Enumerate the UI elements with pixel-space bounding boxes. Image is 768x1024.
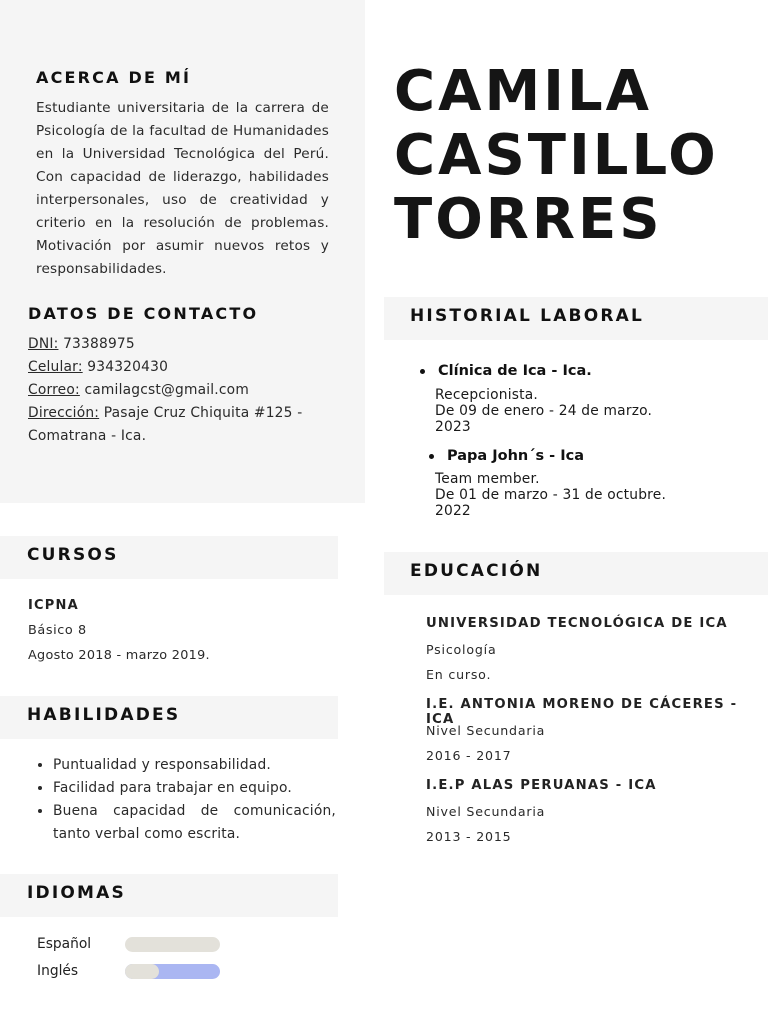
- language-bar-spanish: [125, 937, 220, 952]
- contact-address-line-2: Comatrana - Ica.: [28, 428, 147, 444]
- education-school: I.E.P ALAS PERUANAS - ICA: [426, 778, 657, 793]
- job-year: 2023: [435, 419, 471, 435]
- job-role: Recepcionista.: [435, 387, 538, 403]
- course-level: Básico 8: [28, 623, 87, 638]
- education-school: UNIVERSIDAD TECNOLÓGICA DE ICA: [426, 616, 728, 631]
- phone-label: Celular:: [28, 359, 83, 375]
- dni-value: 73388975: [63, 336, 135, 352]
- name-line-1: CAMILA: [394, 59, 653, 124]
- address-label: Dirección:: [28, 405, 100, 421]
- contact-phone: [28, 356, 168, 379]
- about-heading: ACERCA DE MÍ: [36, 68, 192, 87]
- job-title: Papa John´s - Ica: [447, 448, 585, 464]
- course-title: ICPNA: [28, 598, 79, 613]
- skills-list: [28, 754, 336, 846]
- contact-heading: DATOS DE CONTACTO: [28, 304, 259, 323]
- education-level: Psicología: [426, 642, 497, 657]
- languages-heading: IDIOMAS: [27, 883, 126, 903]
- about-text: Estudiante universitaria de la carrera de Psicología de la facultad de Humanidades en la Universidad Tecnológica del Perú. Con capacidad de liderazgo, habilidades interpersonales, uso de creatividad y criterio en la resolución de problemas. Motivación por asumir nuevos retos y responsabilidades.: [36, 100, 329, 277]
- education-dates: En curso.: [426, 667, 492, 682]
- email-value[interactable]: camilagcst@gmail.com: [84, 382, 249, 398]
- phone-value: 934320430: [87, 359, 169, 375]
- bullet-icon: [420, 369, 425, 374]
- skills-heading: HABILIDADES: [27, 705, 181, 725]
- language-label-spanish: Español: [37, 936, 92, 952]
- language-bar-english-level: [125, 964, 159, 979]
- dni-label: DNI:: [28, 336, 59, 352]
- education-school: I.E. ANTONIA MORENO DE CÁCERES - ICA: [426, 697, 738, 727]
- job-dates: De 01 de marzo - 31 de octubre.: [435, 487, 667, 503]
- education-level: Nivel Secundaria: [426, 804, 546, 819]
- education-dates: 2016 - 2017: [426, 748, 512, 763]
- address-value-line-1: Pasaje Cruz Chiquita #125 -: [103, 405, 303, 421]
- courses-heading: CURSOS: [27, 545, 119, 565]
- contact-email: [28, 379, 249, 402]
- list-item: • Puntualidad y responsabilidad.: [53, 754, 336, 777]
- education-dates: 2013 - 2015: [426, 829, 512, 844]
- full-name: [394, 60, 719, 252]
- job-role: Team member.: [435, 471, 540, 487]
- name-line-2: CASTILLO: [394, 123, 719, 188]
- contact-dni: [28, 333, 135, 356]
- work-heading: HISTORIAL LABORAL: [410, 306, 645, 326]
- language-label-english: Inglés: [37, 963, 79, 979]
- name-line-3: TORRES: [394, 187, 663, 252]
- course-dates: Agosto 2018 - marzo 2019.: [28, 648, 210, 663]
- job-dates: De 09 de enero - 24 de marzo.: [435, 403, 653, 419]
- list-item: • Facilidad para trabajar en equipo.: [53, 777, 336, 800]
- education-level: Nivel Secundaria: [426, 723, 546, 738]
- job-year: 2022: [435, 503, 471, 519]
- list-item: • Buena capacidad de comunicación, tanto verbal como escrita.: [53, 800, 336, 846]
- language-bar-english: [125, 964, 220, 979]
- contact-address: [28, 402, 302, 425]
- education-heading: EDUCACIÓN: [410, 561, 543, 581]
- email-label: Correo:: [28, 382, 80, 398]
- bullet-icon: [429, 454, 434, 459]
- job-title: Clínica de Ica - Ica.: [438, 363, 592, 379]
